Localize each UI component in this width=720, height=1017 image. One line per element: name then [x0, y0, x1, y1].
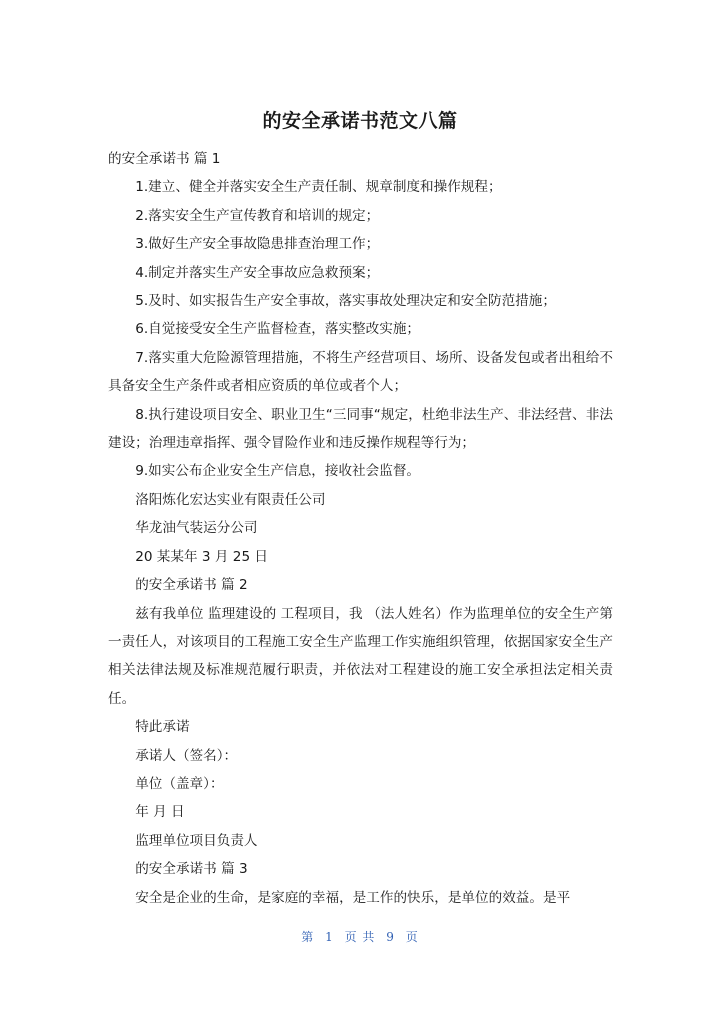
paragraph: 监理单位项目负责人: [135, 832, 258, 849]
paragraph: 6.自觉接受安全生产监督检查，落实整改实施；: [135, 321, 421, 338]
paragraph: 安全是企业的生命，是家庭的幸福，是工作的快乐，是单位的效益。是平: [135, 889, 571, 906]
footer-suffix: 页: [405, 930, 419, 944]
footer-page-number: 1: [325, 930, 334, 944]
paragraph: 单位（盖章）：: [135, 775, 224, 792]
paragraph: 华龙油气装运分公司: [135, 520, 258, 537]
paragraph: 特此承诺: [135, 719, 190, 736]
paragraph: 20 某某年 3 月 25 日: [135, 548, 269, 565]
footer-prefix: 第: [301, 930, 315, 944]
document-title: 的安全承诺书范文八篇: [262, 110, 458, 132]
paragraph: 2.落实安全生产宣传教育和培训的规定；: [135, 207, 380, 224]
paragraph: 3.做好生产安全事故隐患排查治理工作；: [135, 236, 380, 253]
paragraph: 8.执行建设项目安全、职业卫生“三同事“规定，杜绝非法生产、非法经营、非法建设；治理违章指挥、强令冒险作业和违反操作规程等行为；: [108, 406, 613, 452]
document-body: [108, 145, 613, 912]
paragraph: 9.如实公布企业安全生产信息，接收社会监督。: [135, 463, 421, 480]
paragraph: 4.制定并落实生产安全事故应急救预案；: [135, 264, 380, 281]
paragraph: 年 月 日: [135, 804, 185, 821]
paragraph: 兹有我单位 监理建设的 工程项目，我 （法人姓名）作为监理单位的安全生产第一责任人，对该项目的工程施工安全生产监理工作实施组织管理，依据国家安全生产相关法律法规及标准规范履行职责，并依法对工程建设的施工安全承担法定相关责任。: [108, 605, 613, 707]
paragraph: 5.及时、如实报告生产安全事故，落实事故处理决定和安全防范措施；: [135, 293, 556, 310]
paragraph: 的安全承诺书 篇 1: [108, 151, 221, 167]
paragraph: 7.落实重大危险源管理措施，不将生产经营项目、场所、设备发包或者出租给不具备安全生产条件或者相应资质的单位或者个人；: [108, 349, 613, 395]
footer-middle: 页 共: [344, 930, 376, 944]
paragraph: 承诺人（签名）：: [135, 747, 238, 764]
paragraph: 洛阳炼化宏达实业有限责任公司: [135, 491, 326, 508]
paragraph: 的安全承诺书 篇 2: [135, 577, 248, 594]
footer-total-pages: 9: [386, 930, 395, 944]
page-footer: [0, 928, 720, 945]
paragraph: 的安全承诺书 篇 3: [135, 861, 248, 878]
paragraph: 1.建立、健全并落实安全生产责任制、规章制度和操作规程；: [135, 179, 502, 196]
